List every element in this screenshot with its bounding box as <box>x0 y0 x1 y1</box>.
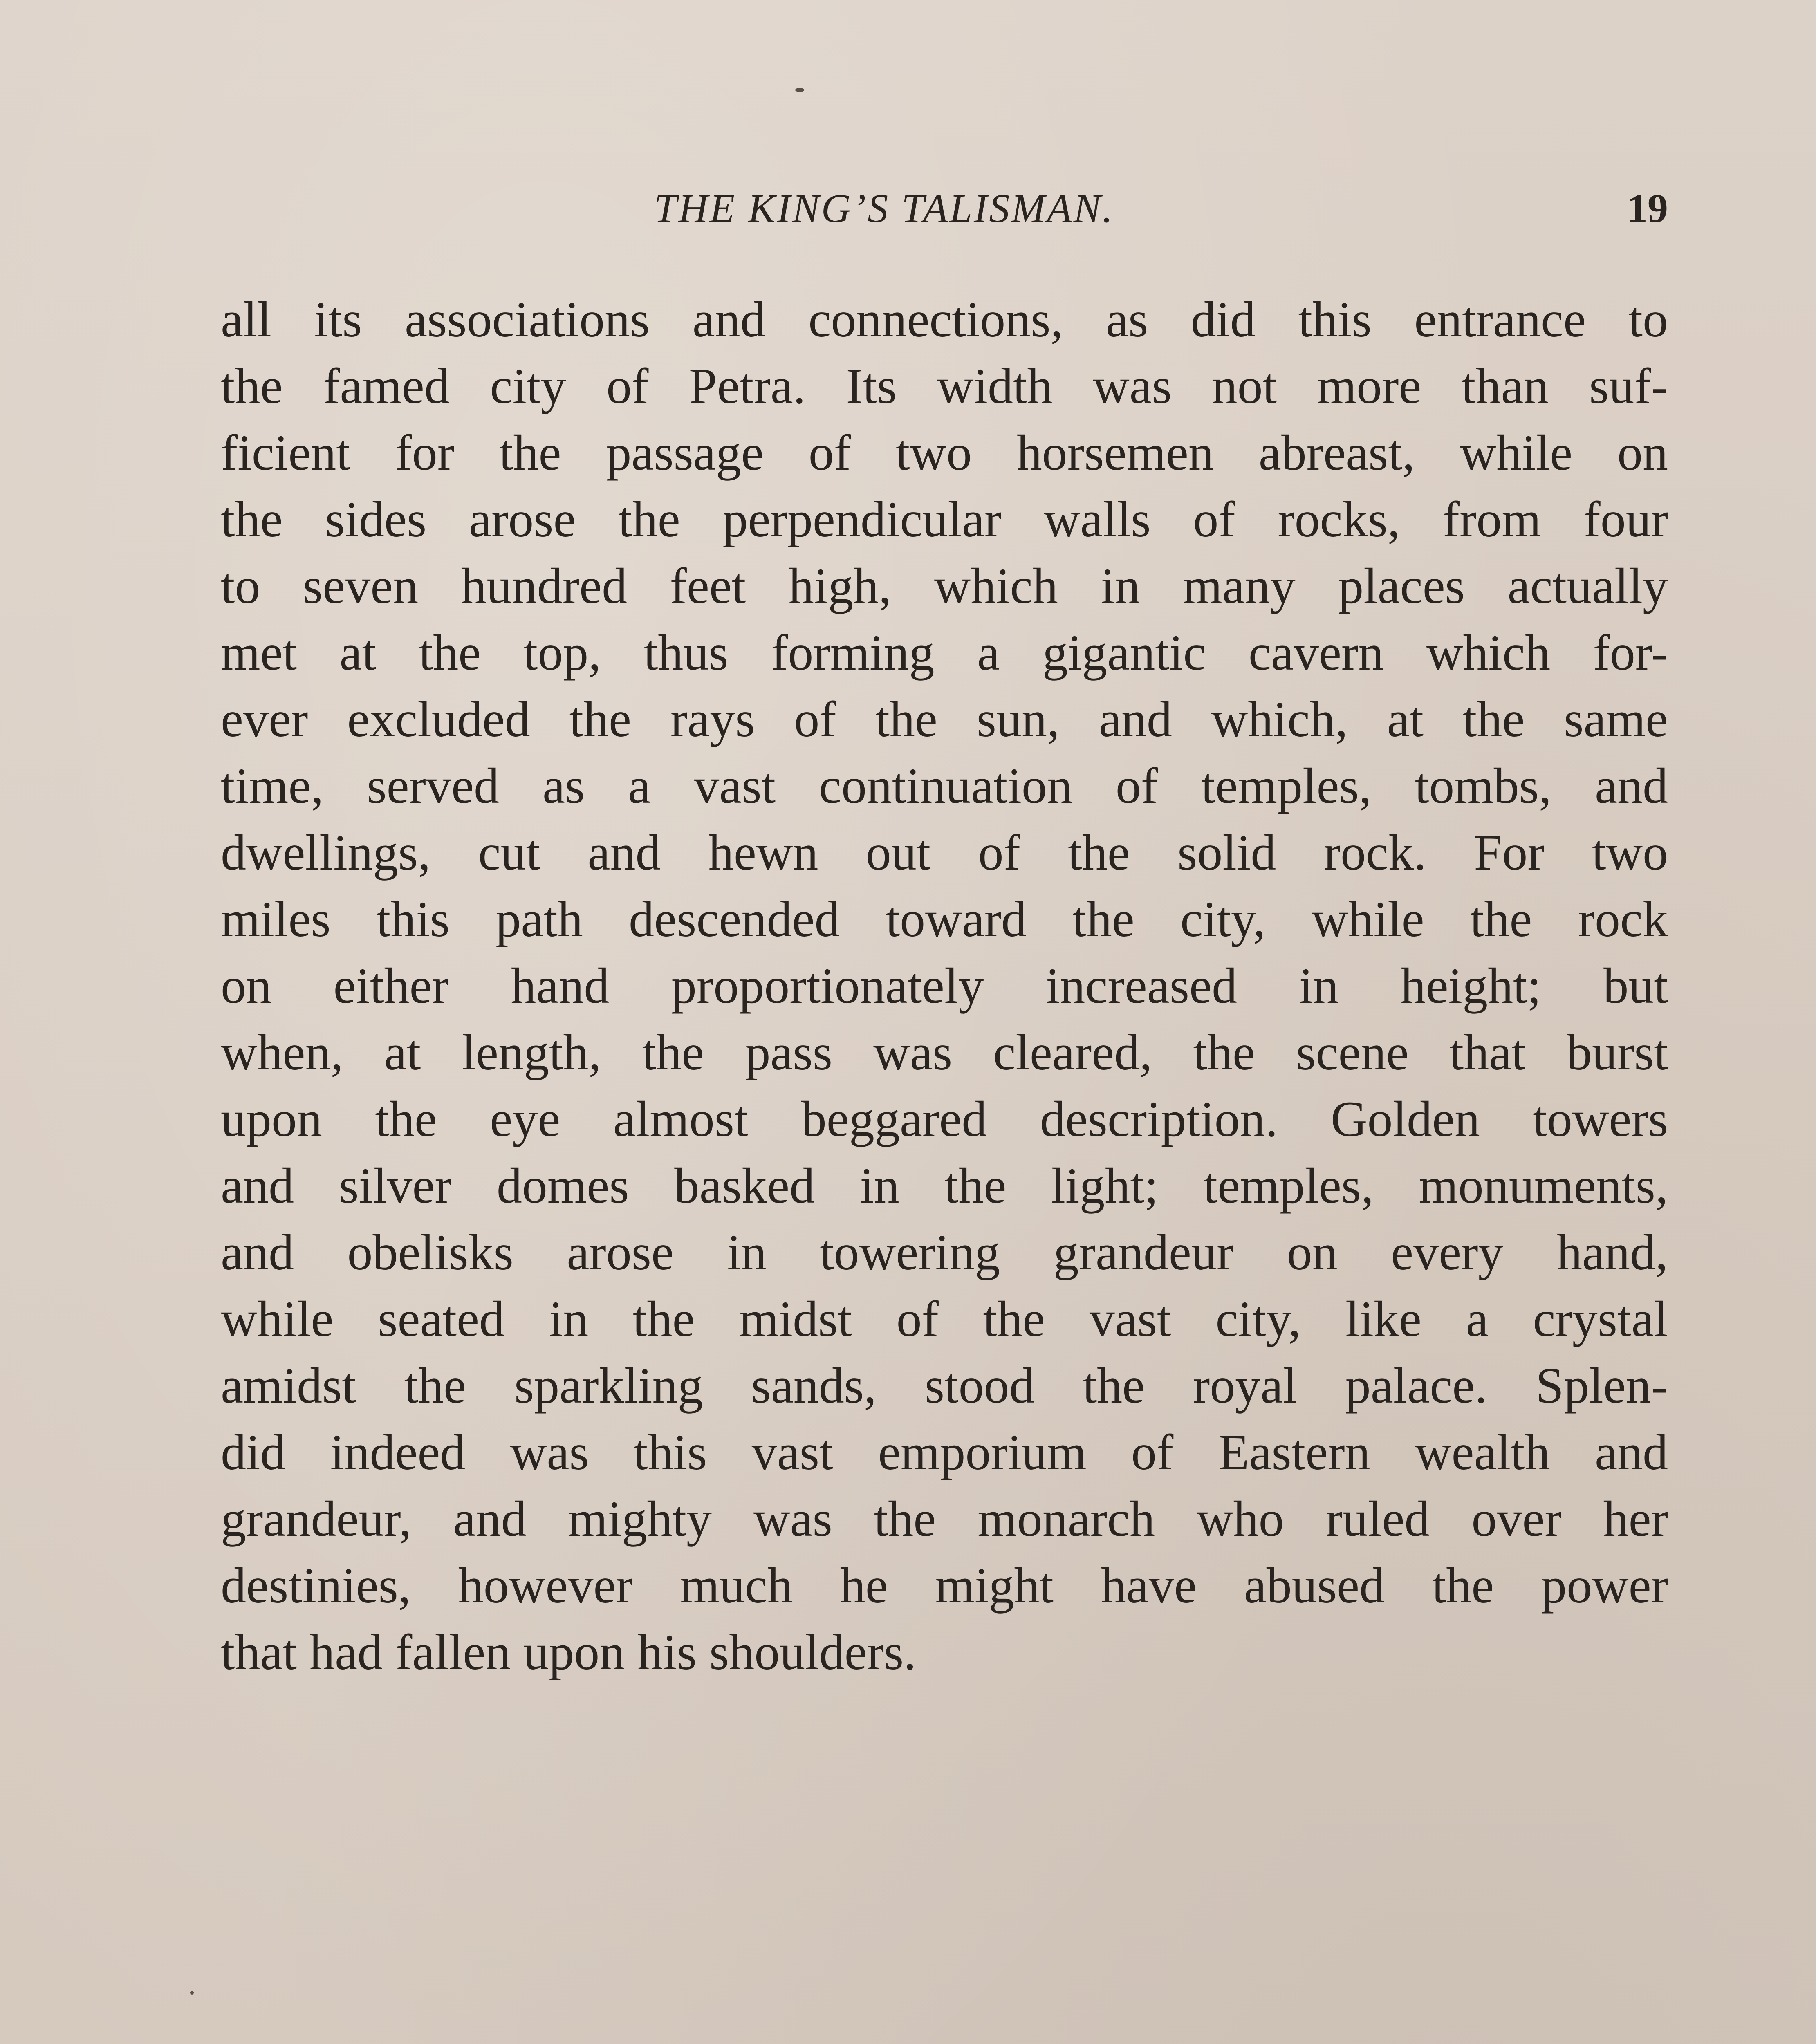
text-line: the famed city of Petra. Its width was not more than suf- <box>221 358 1668 414</box>
ink-speck <box>190 1991 194 1995</box>
text-line: miles this path descended toward the city, while the rock <box>221 891 1668 947</box>
running-head <box>221 186 1668 231</box>
text-line: all its associations and connections, as did this entrance to <box>221 291 1668 347</box>
text-line: and silver domes basked in the light; temples, monuments, <box>221 1158 1668 1214</box>
text-line: ever excluded the rays of the sun, and which, at the same <box>221 691 1668 747</box>
text-line: amidst the sparkling sands, stood the royal palace. Splen- <box>221 1358 1668 1414</box>
text-line: and obelisks arose in towering grandeur on every hand, <box>221 1224 1668 1280</box>
ink-speck <box>795 88 804 92</box>
text-line: the sides arose the perpendicular walls of rocks, from four <box>221 491 1668 547</box>
text-line: destinies, however much he might have abused the power <box>221 1558 1668 1614</box>
text-line: when, at length, the pass was cleared, the scene that burst <box>221 1024 1668 1080</box>
text-line-last: that had fallen upon his shoulders. <box>221 1624 917 1680</box>
running-title: THE KING’S TALISMAN. <box>654 186 1114 231</box>
text-line: met at the top, thus forming a gigantic cavern which for- <box>221 625 1668 681</box>
text-line: while seated in the midst of the vast city, like a crystal <box>221 1291 1668 1347</box>
text-line: grandeur, and mighty was the monarch who ruled over her <box>221 1491 1668 1547</box>
text-line: to seven hundred feet high, which in many places actually <box>221 558 1668 614</box>
text-line: on either hand proportionately increased in height; but <box>221 958 1668 1014</box>
text-line: upon the eye almost beggared description. Golden towers <box>221 1091 1668 1147</box>
text-line: ficient for the passage of two horsemen abreast, while on <box>221 425 1668 481</box>
text-line: time, served as a vast continuation of temples, tombs, and <box>221 758 1668 814</box>
body-text <box>221 286 1668 1685</box>
text-line: dwellings, cut and hewn out of the solid rock. For two <box>221 825 1668 881</box>
page-number: 19 <box>1627 186 1668 231</box>
text-line: did indeed was this vast emporium of Eastern wealth and <box>221 1424 1668 1480</box>
